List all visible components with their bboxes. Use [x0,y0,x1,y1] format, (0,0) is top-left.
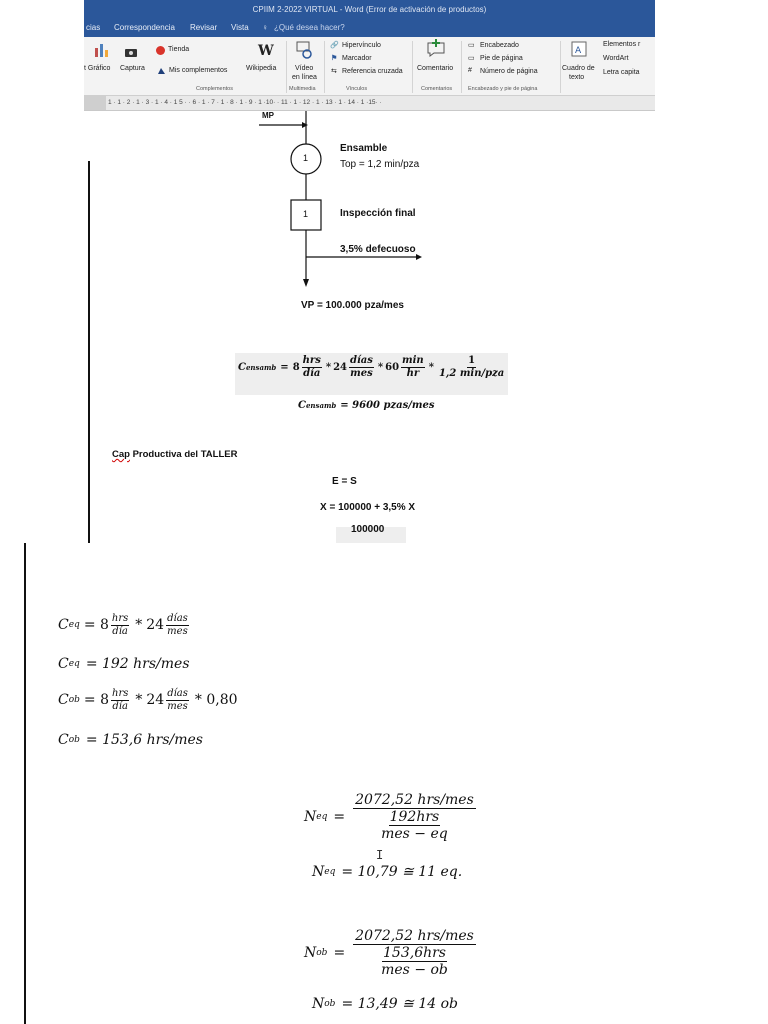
balance-equation: E = S [332,476,357,487]
neq-inner-fraction: $\frac{\text{192hrs}}{\text{mes − eq}}$ [381,809,448,843]
group-label-comentarios: Comentarios [421,86,453,92]
chart-icon [94,42,110,58]
eq-fraction-dias-mes: $\frac{\text{días}}{\text{mes}}$ [349,355,373,379]
neq-result: N eq = 10,79 ≅ 11 eq. [312,864,463,880]
inspection-number: 1 [303,209,309,219]
cross-reference-button[interactable]: Referencia cruzada [342,68,403,75]
eq-term-b: 24 [333,361,347,373]
cob-result: C ob = 153,6 hrs/mes [58,732,203,748]
neq-main-fraction: $\frac{\text{2072,52 hrs/mes}}{\frac{\text{192hrs}}{\text{mes − eq}}}$ [355,792,474,843]
page-left-border [24,543,26,1024]
header-icon: ▭ [468,42,475,49]
wordart-button[interactable]: WordArt [603,55,629,62]
group-label-complementos: Complementos [196,86,233,92]
footer-button[interactable]: Pie de página [480,55,523,62]
group-separator [412,41,413,93]
fraction-dias-mes: $\frac{\text{días}}{\text{mes}}$ [167,688,188,712]
new-comment-icon [426,39,446,57]
cross-reference-icon: ⇆ [331,68,337,75]
group-separator [286,41,287,93]
word-window [84,0,655,543]
heading-rest: Productiva del TALLER [129,449,238,460]
fraction-hrs-dia: $\frac{\text{hrs}}{\text{día}}$ [112,688,129,712]
vp-output-label: VP = 100.000 pza/mes [301,300,404,311]
wikipedia-icon: W [258,43,274,59]
group-label-encabezado: Encabezado y pie de página [468,86,538,92]
ruler-margin [84,96,106,110]
footer-icon: ▭ [468,55,475,62]
text-box-button-line2[interactable]: texto [569,74,585,81]
tab-correspondencia[interactable]: Correspondencia [114,23,175,32]
wikipedia-button[interactable]: Wikipedia [246,65,277,72]
hyperlink-button[interactable]: Hipervínculo [342,42,381,49]
eq-term-a: 8 [292,361,300,373]
capacity-result: C ensamb = 9600 pzas/mes [298,400,435,411]
group-label-multimedia: Multimedia [289,86,316,92]
fraction-dias-mes: $\frac{\text{días}}{\text{mes}}$ [167,613,188,637]
text-box-icon [571,41,587,57]
eq-fraction-hrs-dia: $\frac{\text{hrs}}{\text{día}}$ [302,355,321,379]
cob-formula: C ob = 8 $\frac{\text{hrs}}{\text{día}}$ * 24 $\frac{\text{días}}{\text{mes}}$ * 0,80 [58,688,238,712]
nob-result: N ob = 13,49 ≅ 14 ob [312,996,458,1012]
nob-formula: N ob = $\frac{\text{2072,52 hrs/mes}}{\frac{\text{153,6hrs}}{\text{mes − ob}}}$ [304,928,474,979]
neq-formula: N eq = $\frac{\text{2072,52 hrs/mes}}{\frac{\text{192hrs}}{\text{mes − eq}}}$ [304,792,474,843]
my-addins-button[interactable]: Mis complementos [169,67,228,74]
online-video-button-line1[interactable]: Vídeo [295,65,314,72]
eq-lhs-sub: ensamb [245,362,277,372]
chart-button[interactable]: t Gráfico [84,65,111,72]
camera-icon [124,47,138,57]
nob-main-fraction: $\frac{\text{2072,52 hrs/mes}}{\frac{\text{153,6hrs}}{\text{mes − ob}}}$ [355,928,474,979]
spellcheck-word: Cap [112,449,130,460]
drop-cap-button[interactable]: Letra capita [603,69,640,76]
ceq-formula: C eq = 8 $\frac{\text{hrs}}{\text{día}}$ * 24 $\frac{\text{días}}{\text{mes}}$ [58,613,188,637]
inspection-title: Inspección final [340,208,416,219]
store-icon [156,46,165,55]
ruler-marks: 1 · 1 · 2 · 1 · 3 · 1 · 4 · 1 5 · · 6 · 1 · 7 · 1 · 8 · 1 · 9 · 1 ·10· · 11 · 1 · 12 · 1 · 13 · 1 · 14 · 1 ·15· · [108,99,382,106]
addins-icon [157,67,166,75]
tab-revisar[interactable]: Revisar [190,23,218,32]
online-video-button-line2[interactable]: en línea [292,74,317,81]
document-page[interactable] [84,111,655,543]
tab-vista[interactable]: Vista [231,23,249,32]
lightbulb-icon: ♀ [262,23,268,32]
capacity-equation [238,355,507,379]
eq-fraction-unit: $\frac{1}{\text{1,2 min/pza}}$ [438,355,505,379]
comment-button[interactable]: Comentario [417,65,454,72]
eq-fraction-min-hr: $\frac{\min}{hr}$ [402,355,424,379]
page-number-icon: # [468,67,472,74]
cut-value: 100000 [351,524,385,535]
text-cursor-icon: I [376,848,384,862]
section-heading [112,449,237,460]
operation-number: 1 [303,153,309,163]
ceq-result: C eq = 192 hrs/mes [58,656,190,672]
eq-multiply: * [377,361,384,373]
group-separator [560,41,561,93]
quick-parts-button[interactable]: Elementos r [603,41,641,48]
eq-sign: = [280,361,289,373]
header-button[interactable]: Encabezado [480,42,519,49]
tell-me-search[interactable]: ¿Qué desea hacer? [274,23,345,32]
eq-multiply: * [428,361,434,373]
group-separator [461,41,462,93]
hyperlink-icon: 🔗 [330,42,339,49]
ensamble-title: Ensamble [340,143,388,154]
eq-lhs: C [238,361,246,373]
svg-text:A: A [575,46,582,56]
x-equation: X = 100000 + 3,5% X [320,502,416,513]
store-button[interactable]: Tienda [168,46,190,53]
nob-inner-fraction: $\frac{\text{153,6hrs}}{\text{mes − ob}}$ [381,945,448,979]
group-label-vinculos: Vínculos [346,86,368,92]
ribbon-tabs [84,20,655,37]
ribbon [84,37,655,96]
screenshot-button[interactable]: Captura [120,65,145,72]
horizontal-ruler[interactable] [84,96,655,111]
eq-multiply: * [325,361,332,373]
text-box-button-line1[interactable]: Cuadro de [562,65,595,72]
defect-label: 3,5% defecuoso [340,244,416,255]
ensamble-time: Top = 1,2 min/pza [340,159,420,170]
page-number-button[interactable]: Número de página [480,68,538,75]
bookmark-button[interactable]: Marcador [342,55,372,62]
window-title: CPIIM 2-2022 VIRTUAL - Word (Error de activación de productos) [84,0,655,20]
group-separator [324,41,325,93]
fraction-hrs-dia: $\frac{\text{hrs}}{\text{día}}$ [111,613,129,637]
bookmark-icon: ⚑ [331,55,338,62]
tab-referencias[interactable]: cias [86,23,101,32]
eq-term-c: 60 [385,361,400,373]
vp-label-cut: ΜΡ [262,111,274,120]
online-video-icon [296,41,312,59]
